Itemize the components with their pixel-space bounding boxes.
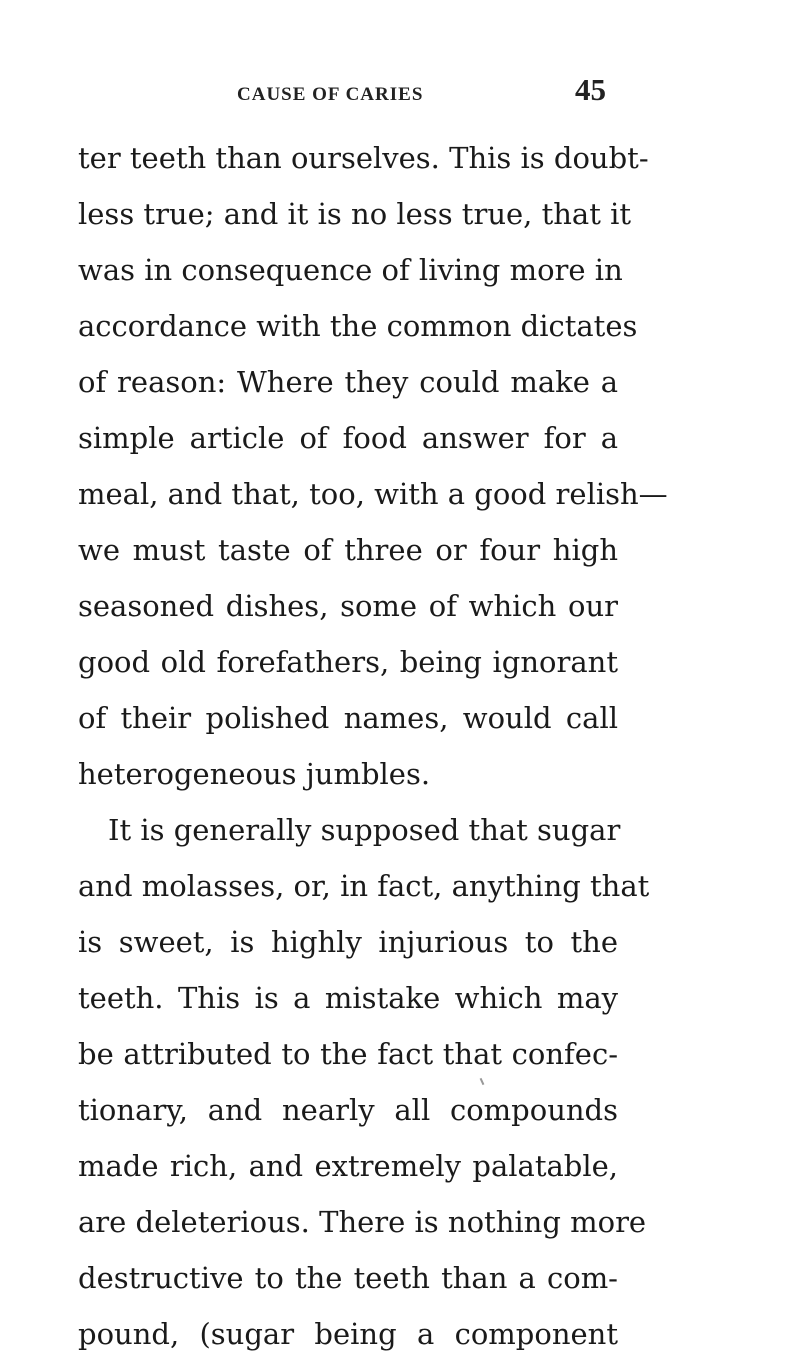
running-head: CAUSE OF CARIES (237, 84, 424, 105)
text-line: was in consequence of living more in (78, 253, 623, 287)
text-line: of their polished names, would call (78, 701, 618, 735)
text-line: be attributed to the fact that confec- (78, 1037, 618, 1071)
text-line: ter teeth than ourselves. This is doubt- (78, 141, 649, 175)
body-text (78, 130, 668, 1362)
text-line: heterogeneous jumbles. (78, 757, 431, 791)
text-line: and molasses, or, in fact, anything that (78, 869, 650, 903)
text-line: seasoned dishes, some of which our (78, 589, 618, 623)
text-line: It is generally supposed that sugar (108, 813, 621, 847)
text-line: made rich, and extremely palatable, (78, 1149, 618, 1183)
text-line: tionary, and nearly all compounds (78, 1093, 618, 1127)
text-line: are deleterious. There is nothing more (78, 1205, 647, 1239)
text-line: accordance with the common dictates (78, 309, 638, 343)
page-number: 45 (575, 72, 606, 107)
text-line: meal, and that, too, with a good relish— (78, 477, 668, 511)
text-line: destructive to the teeth than a com- (78, 1261, 618, 1295)
text-line: less true; and it is no less true, that it (78, 197, 632, 231)
text-line: teeth. This is a mistake which may (78, 981, 618, 1015)
text-line: is sweet, is highly injurious to the (78, 925, 618, 959)
text-line: pound, (sugar being a component (78, 1317, 618, 1351)
text-line: of reason: Where they could make a (78, 365, 618, 399)
text-line: we must taste of three or four high (78, 533, 618, 567)
text-line: good old forefathers, being ignorant (78, 645, 618, 679)
text-line: simple article of food answer for a (78, 421, 618, 455)
